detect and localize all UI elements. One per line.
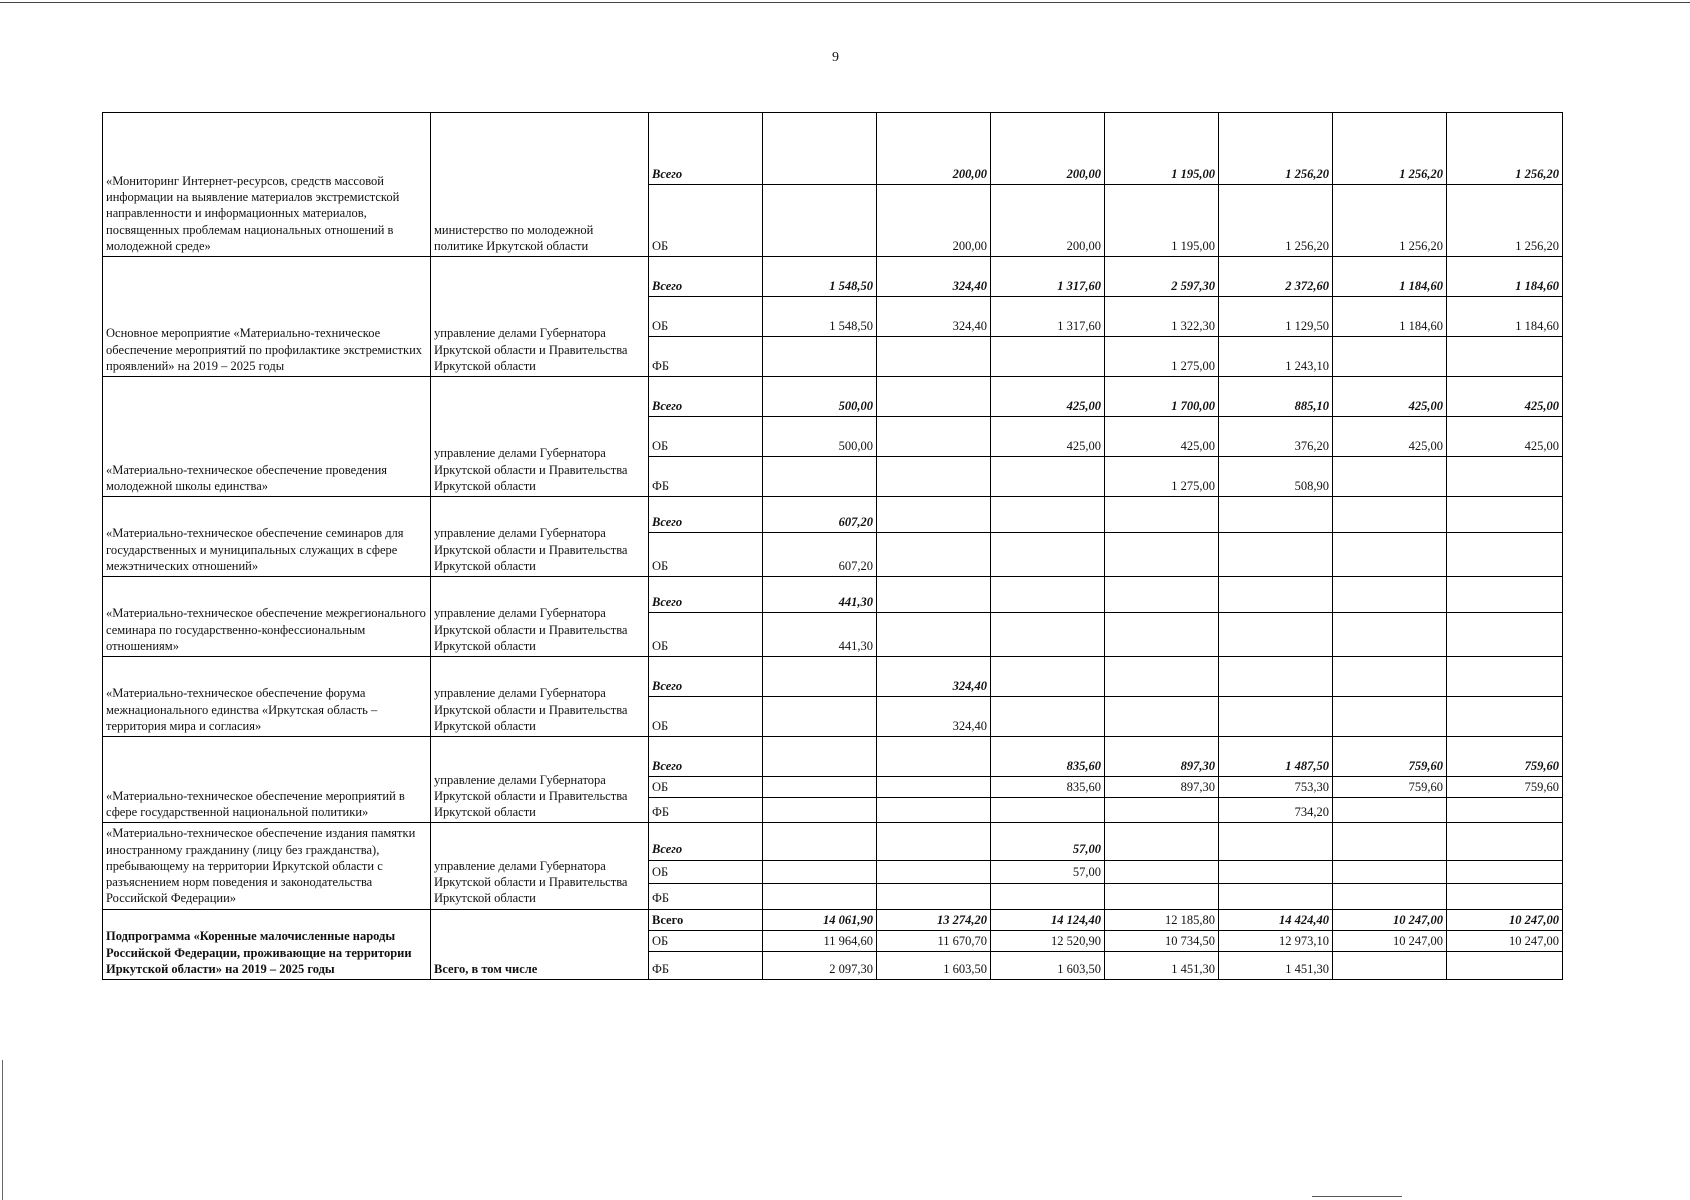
amount-cell: 2 372,60 xyxy=(1219,257,1333,297)
funding-source: Всего xyxy=(649,377,763,417)
amount-cell xyxy=(1447,497,1563,533)
amount-cell xyxy=(1219,577,1333,613)
amount-cell: 1 256,20 xyxy=(1447,185,1563,257)
amount-cell: 425,00 xyxy=(991,417,1105,457)
funding-source: Всего xyxy=(649,257,763,297)
page-number: 9 xyxy=(832,50,839,65)
amount-cell xyxy=(1333,533,1447,577)
amount-cell: 1 256,20 xyxy=(1219,185,1333,257)
amount-cell xyxy=(877,533,991,577)
amount-cell: 14 424,40 xyxy=(1219,909,1333,930)
amount-cell xyxy=(991,457,1105,497)
amount-cell: 759,60 xyxy=(1447,737,1563,777)
amount-cell: 1 700,00 xyxy=(1105,377,1219,417)
amount-cell xyxy=(991,613,1105,657)
funding-source: ОБ xyxy=(649,860,763,883)
amount-cell xyxy=(1105,613,1219,657)
responsible-org: управление делами Губернатора Иркутской области и Правительства Иркутской области xyxy=(431,257,649,377)
amount-cell: 759,60 xyxy=(1333,737,1447,777)
amount-cell xyxy=(1333,883,1447,909)
amount-cell xyxy=(877,497,991,533)
funding-source: ФБ xyxy=(649,952,763,980)
amount-cell xyxy=(1447,457,1563,497)
amount-cell: 1 275,00 xyxy=(1105,337,1219,377)
amount-cell xyxy=(1105,823,1219,860)
amount-cell xyxy=(877,798,991,823)
amount-cell xyxy=(877,337,991,377)
amount-cell: 1 195,00 xyxy=(1105,113,1219,185)
amount-cell xyxy=(763,185,877,257)
amount-cell xyxy=(763,860,877,883)
amount-cell: 1 184,60 xyxy=(1333,257,1447,297)
funding-source: Всего xyxy=(649,113,763,185)
funding-source: ОБ xyxy=(649,613,763,657)
amount-cell: 759,60 xyxy=(1447,777,1563,798)
amount-cell xyxy=(763,337,877,377)
table-row xyxy=(103,377,1563,417)
amount-cell: 10 247,00 xyxy=(1333,909,1447,930)
amount-cell: 1 184,60 xyxy=(1447,257,1563,297)
amount-cell xyxy=(1333,497,1447,533)
amount-cell: 897,30 xyxy=(1105,737,1219,777)
amount-cell: 1 548,50 xyxy=(763,297,877,337)
amount-cell: 324,40 xyxy=(877,657,991,697)
funding-source: Всего xyxy=(649,909,763,930)
amount-cell: 1 129,50 xyxy=(1219,297,1333,337)
amount-cell: 607,20 xyxy=(763,497,877,533)
responsible-org: Всего, в том числе xyxy=(431,909,649,980)
amount-cell: 425,00 xyxy=(1447,377,1563,417)
amount-cell: 1 243,10 xyxy=(1219,337,1333,377)
table-row xyxy=(103,657,1563,697)
amount-cell xyxy=(1105,883,1219,909)
amount-cell: 1 548,50 xyxy=(763,257,877,297)
amount-cell: 57,00 xyxy=(991,860,1105,883)
amount-cell: 14 061,90 xyxy=(763,909,877,930)
amount-cell: 1 451,30 xyxy=(1219,952,1333,980)
responsible-org: управление делами Губернатора Иркутской области и Правительства Иркутской области xyxy=(431,737,649,823)
amount-cell: 1 184,60 xyxy=(1333,297,1447,337)
activity-name: «Материально-техническое обеспечение мероприятий в сфере государственной национальной политики» xyxy=(103,737,431,823)
funding-source: ОБ xyxy=(649,697,763,737)
amount-cell: 607,20 xyxy=(763,533,877,577)
amount-cell xyxy=(1105,657,1219,697)
funding-source: ОБ xyxy=(649,417,763,457)
funding-source: Всего xyxy=(649,657,763,697)
amount-cell xyxy=(1333,657,1447,697)
amount-cell: 2 597,30 xyxy=(1105,257,1219,297)
amount-cell: 508,90 xyxy=(1219,457,1333,497)
amount-cell xyxy=(991,533,1105,577)
amount-cell xyxy=(1447,697,1563,737)
budget-table xyxy=(102,112,1563,980)
amount-cell: 425,00 xyxy=(1333,377,1447,417)
table-row xyxy=(103,737,1563,777)
amount-cell: 12 973,10 xyxy=(1219,930,1333,951)
amount-cell xyxy=(1219,657,1333,697)
amount-cell: 1 256,20 xyxy=(1219,113,1333,185)
table-row xyxy=(103,577,1563,613)
responsible-org: министерство по молодежной политике Иркутской области xyxy=(431,113,649,257)
amount-cell: 10 247,00 xyxy=(1333,930,1447,951)
amount-cell xyxy=(763,657,877,697)
amount-cell xyxy=(763,737,877,777)
amount-cell xyxy=(763,113,877,185)
amount-cell xyxy=(991,497,1105,533)
amount-cell xyxy=(991,883,1105,909)
amount-cell xyxy=(1105,497,1219,533)
amount-cell: 12 520,90 xyxy=(991,930,1105,951)
amount-cell xyxy=(991,657,1105,697)
amount-cell xyxy=(1219,613,1333,657)
funding-source: ОБ xyxy=(649,185,763,257)
amount-cell: 10 247,00 xyxy=(1447,930,1563,951)
amount-cell xyxy=(763,697,877,737)
amount-cell xyxy=(1105,798,1219,823)
table-row xyxy=(103,497,1563,533)
funding-source: ФБ xyxy=(649,457,763,497)
amount-cell: 1 487,50 xyxy=(1219,737,1333,777)
amount-cell xyxy=(991,577,1105,613)
amount-cell: 1 317,60 xyxy=(991,257,1105,297)
amount-cell xyxy=(1333,860,1447,883)
amount-cell: 14 124,40 xyxy=(991,909,1105,930)
activity-name: «Материально-техническое обеспечение издания памятки иностранному гражданину (лицу без гражданства), пребывающему на территории Иркутской области с разъяснением норм поведения и законодательства Российской Федерации» xyxy=(103,823,431,909)
amount-cell: 425,00 xyxy=(1105,417,1219,457)
amount-cell xyxy=(1105,860,1219,883)
amount-cell: 500,00 xyxy=(763,417,877,457)
responsible-org: управление делами Губернатора Иркутской области и Правительства Иркутской области xyxy=(431,497,649,577)
amount-cell xyxy=(1447,860,1563,883)
amount-cell xyxy=(877,883,991,909)
amount-cell: 324,40 xyxy=(877,697,991,737)
funding-source: ОБ xyxy=(649,297,763,337)
amount-cell xyxy=(1333,697,1447,737)
amount-cell xyxy=(763,798,877,823)
amount-cell xyxy=(1333,457,1447,497)
funding-source: ФБ xyxy=(649,883,763,909)
activity-name: «Материально-техническое обеспечение форума межнационального единства «Иркутская область – территория мира и согласия» xyxy=(103,657,431,737)
funding-source: ОБ xyxy=(649,777,763,798)
amount-cell: 885,10 xyxy=(1219,377,1333,417)
amount-cell xyxy=(1333,577,1447,613)
table-row xyxy=(103,257,1563,297)
amount-cell: 1 256,20 xyxy=(1447,113,1563,185)
amount-cell: 1 195,00 xyxy=(1105,185,1219,257)
amount-cell xyxy=(763,823,877,860)
amount-cell xyxy=(877,777,991,798)
amount-cell xyxy=(1333,613,1447,657)
funding-source: Всего xyxy=(649,823,763,860)
amount-cell xyxy=(763,457,877,497)
amount-cell xyxy=(1447,337,1563,377)
amount-cell xyxy=(1333,337,1447,377)
amount-cell xyxy=(1105,577,1219,613)
top-rule xyxy=(0,2,1690,3)
amount-cell: 734,20 xyxy=(1219,798,1333,823)
amount-cell: 10 734,50 xyxy=(1105,930,1219,951)
activity-name: Подпрограмма «Коренные малочисленные народы Российской Федерации, проживающие на территории Иркутской области» на 2019 – 2025 годы xyxy=(103,909,431,980)
amount-cell: 200,00 xyxy=(991,113,1105,185)
amount-cell xyxy=(1219,697,1333,737)
amount-cell: 324,40 xyxy=(877,257,991,297)
amount-cell xyxy=(877,417,991,457)
amount-cell xyxy=(1447,798,1563,823)
funding-source: Всего xyxy=(649,497,763,533)
funding-source: ФБ xyxy=(649,337,763,377)
amount-cell: 1 451,30 xyxy=(1105,952,1219,980)
funding-source: ОБ xyxy=(649,930,763,951)
amount-cell: 200,00 xyxy=(877,113,991,185)
amount-cell: 10 247,00 xyxy=(1447,909,1563,930)
amount-cell: 835,60 xyxy=(991,777,1105,798)
amount-cell xyxy=(877,823,991,860)
amount-cell xyxy=(1219,533,1333,577)
responsible-org: управление делами Губернатора Иркутской области и Правительства Иркутской области xyxy=(431,823,649,909)
amount-cell: 11 670,70 xyxy=(877,930,991,951)
amount-cell: 57,00 xyxy=(991,823,1105,860)
amount-cell xyxy=(1333,952,1447,980)
amount-cell: 376,20 xyxy=(1219,417,1333,457)
amount-cell: 835,60 xyxy=(991,737,1105,777)
amount-cell xyxy=(1333,823,1447,860)
amount-cell: 200,00 xyxy=(877,185,991,257)
bottom-rule xyxy=(1312,1196,1402,1197)
responsible-org: управление делами Губернатора Иркутской области и Правительства Иркутской области xyxy=(431,377,649,497)
amount-cell xyxy=(1447,613,1563,657)
amount-cell xyxy=(877,457,991,497)
amount-cell xyxy=(1219,497,1333,533)
amount-cell: 500,00 xyxy=(763,377,877,417)
amount-cell xyxy=(1105,697,1219,737)
activity-name: «Материально-техническое обеспечение проведения молодежной школы единства» xyxy=(103,377,431,497)
amount-cell: 1 256,20 xyxy=(1333,185,1447,257)
amount-cell xyxy=(1219,860,1333,883)
amount-cell: 897,30 xyxy=(1105,777,1219,798)
amount-cell: 425,00 xyxy=(1333,417,1447,457)
amount-cell: 425,00 xyxy=(991,377,1105,417)
amount-cell xyxy=(763,777,877,798)
activity-name: «Материально-техническое обеспечение семинаров для государственных и муниципальных служащих в сфере межэтнических отношений» xyxy=(103,497,431,577)
amount-cell: 441,30 xyxy=(763,577,877,613)
activity-name: «Мониторинг Интернет-ресурсов, средств массовой информации на выявление материалов экстремистской направленности и информационных материалов, посвященных проблемам национальных отношений в молодежной среде» xyxy=(103,113,431,257)
amount-cell xyxy=(1447,823,1563,860)
amount-cell: 2 097,30 xyxy=(763,952,877,980)
activity-name: «Материально-техническое обеспечение межрегионального семинара по государственно-конфессиональным отношениям» xyxy=(103,577,431,657)
amount-cell xyxy=(877,377,991,417)
amount-cell: 1 184,60 xyxy=(1447,297,1563,337)
amount-cell: 11 964,60 xyxy=(763,930,877,951)
amount-cell: 1 603,50 xyxy=(877,952,991,980)
funding-source: ОБ xyxy=(649,533,763,577)
funding-source: ФБ xyxy=(649,798,763,823)
amount-cell: 1 275,00 xyxy=(1105,457,1219,497)
amount-cell xyxy=(1105,533,1219,577)
amount-cell xyxy=(991,337,1105,377)
amount-cell xyxy=(1219,823,1333,860)
amount-cell: 1 603,50 xyxy=(991,952,1105,980)
amount-cell xyxy=(991,697,1105,737)
activity-name: Основное мероприятие «Материально-техническое обеспечение мероприятий по профилактике экстремистких проявлений» на 2019 – 2025 годы xyxy=(103,257,431,377)
amount-cell xyxy=(877,737,991,777)
amount-cell: 425,00 xyxy=(1447,417,1563,457)
funding-source: Всего xyxy=(649,577,763,613)
responsible-org: управление делами Губернатора Иркутской области и Правительства Иркутской области xyxy=(431,577,649,657)
amount-cell: 200,00 xyxy=(991,185,1105,257)
amount-cell xyxy=(991,798,1105,823)
amount-cell xyxy=(1219,883,1333,909)
amount-cell: 12 185,80 xyxy=(1105,909,1219,930)
table-row xyxy=(103,113,1563,185)
responsible-org: управление делами Губернатора Иркутской области и Правительства Иркутской области xyxy=(431,657,649,737)
amount-cell xyxy=(877,577,991,613)
funding-source: Всего xyxy=(649,737,763,777)
amount-cell xyxy=(1447,533,1563,577)
amount-cell: 753,30 xyxy=(1219,777,1333,798)
amount-cell: 441,30 xyxy=(763,613,877,657)
amount-cell xyxy=(1447,657,1563,697)
amount-cell xyxy=(1447,577,1563,613)
table-row xyxy=(103,909,1563,930)
amount-cell xyxy=(1447,952,1563,980)
amount-cell xyxy=(877,613,991,657)
amount-cell: 324,40 xyxy=(877,297,991,337)
amount-cell xyxy=(763,883,877,909)
amount-cell: 1 317,60 xyxy=(991,297,1105,337)
table-row xyxy=(103,823,1563,860)
amount-cell xyxy=(877,860,991,883)
amount-cell xyxy=(1333,798,1447,823)
amount-cell: 759,60 xyxy=(1333,777,1447,798)
left-margin-rule xyxy=(2,1060,3,1200)
amount-cell xyxy=(1447,883,1563,909)
amount-cell: 13 274,20 xyxy=(877,909,991,930)
amount-cell: 1 322,30 xyxy=(1105,297,1219,337)
amount-cell: 1 256,20 xyxy=(1333,113,1447,185)
